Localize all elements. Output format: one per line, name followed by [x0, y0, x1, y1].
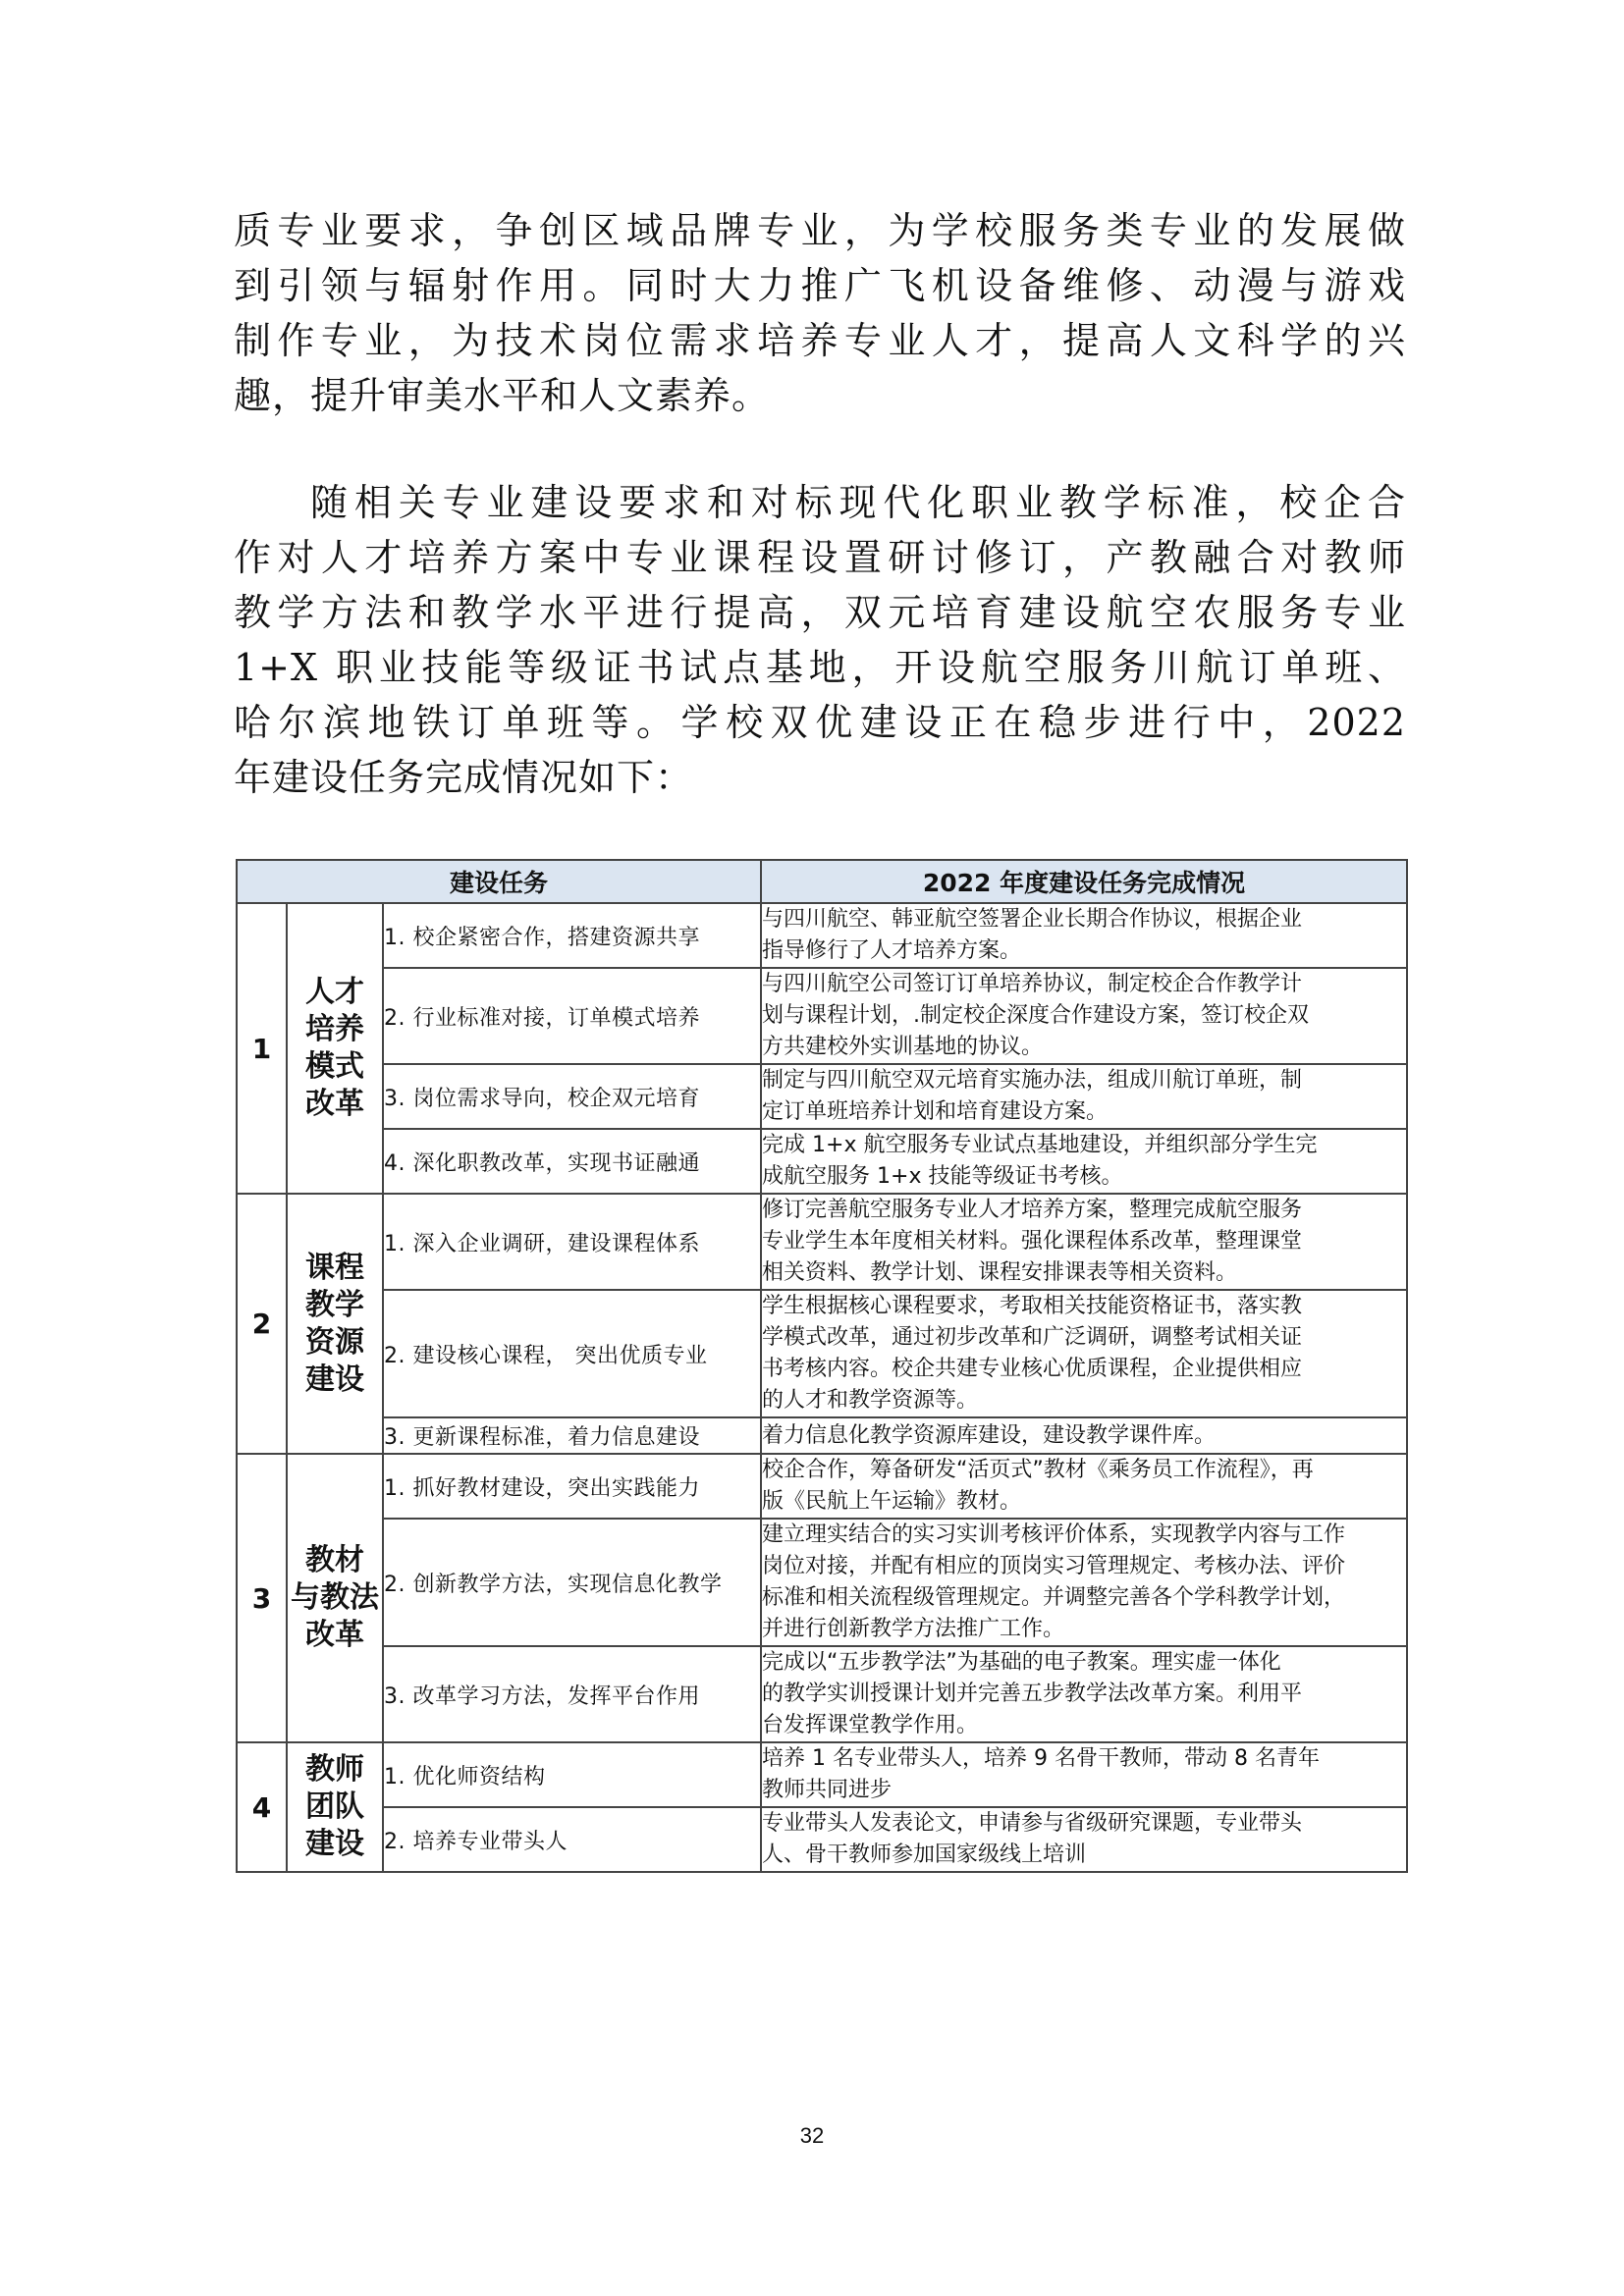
category-line: 改革 — [305, 1087, 364, 1121]
status-line: 与四川航空公司签订订单培养协议，制定校企合作教学计 — [762, 972, 1303, 996]
status-line: 岗位对接，并配有相应的顶岗实习管理规定、考核办法、评价 — [762, 1554, 1346, 1578]
table-row — [237, 903, 1407, 968]
construction-paragraph — [234, 475, 1406, 805]
status-cell — [761, 1064, 1407, 1129]
category-line: 教学 — [305, 1287, 364, 1322]
task-cell: 4. 深化职教改革，实现书证融通 — [383, 1129, 761, 1194]
status-line: 学模式改革，通过初步改革和广泛调研，调整考试相关证 — [762, 1325, 1303, 1350]
paragraph-line: 年建设任务完成情况如下： — [234, 756, 694, 799]
table-row — [237, 1807, 1407, 1872]
task-cell: 3. 更新课程标准，着力信息建设 — [383, 1417, 761, 1454]
status-cell — [761, 1742, 1407, 1807]
category-line: 与教法 — [291, 1580, 379, 1615]
paragraph-line: 制作专业，为技术岗位需求培养专业人才，提高人文科学的兴 — [234, 319, 1406, 362]
status-line: 定订单班培养计划和培育建设方案。 — [762, 1099, 1109, 1124]
status-cell — [761, 968, 1407, 1064]
paragraph-line: 1+X 职业技能等级证书试点基地，开设航空服务川航订单班、 — [234, 646, 1406, 689]
status-line: 人、骨干教师参加国家级线上培训 — [762, 1842, 1087, 1867]
status-cell — [761, 1129, 1407, 1194]
status-line: 培养 1 名专业带头人，培养 9 名骨干教师，带动 8 名青年 — [762, 1746, 1320, 1771]
group-number: 2 — [237, 1194, 287, 1454]
task-cell: 3. 改革学习方法，发挥平台作用 — [383, 1646, 761, 1742]
table-row — [237, 1194, 1407, 1290]
group-number: 1 — [237, 903, 287, 1194]
status-line: 完成以“五步教学法”为基础的电子教案。理实虚一体化 — [762, 1650, 1281, 1675]
paragraph-line: 作对人才培养方案中专业课程设置研讨修订，产教融合对教师 — [234, 536, 1406, 579]
status-cell — [761, 1646, 1407, 1742]
category-line: 资源 — [305, 1324, 364, 1360]
task-cell: 3. 岗位需求导向，校企双元培育 — [383, 1064, 761, 1129]
status-line: 教师共同进步 — [762, 1778, 893, 1802]
paragraph-line: 教学方法和教学水平进行提高，双元培育建设航空农服务专业 — [234, 591, 1406, 634]
paragraph-line: 到引领与辐射作用。同时大力推广飞机设备维修、动漫与游戏 — [234, 264, 1406, 307]
task-cell: 2. 建设核心课程， 突出优质专业 — [383, 1290, 761, 1417]
category-line: 人才 — [305, 975, 364, 1009]
group-category — [287, 903, 383, 1194]
status-line: 台发挥课堂教学作用。 — [762, 1713, 979, 1737]
category-line: 教师 — [305, 1752, 364, 1787]
task-cell: 2. 行业标准对接，订单模式培养 — [383, 968, 761, 1064]
group-number: 4 — [237, 1742, 287, 1872]
status-cell — [761, 1807, 1407, 1872]
paragraph-line: 随相关专业建设要求和对标现代化职业教学标准，校企合 — [310, 481, 1406, 524]
header-task: 建设任务 — [237, 860, 761, 903]
status-line: 标准和相关流程级管理规定。并调整完善各个学科教学计划， — [762, 1585, 1346, 1610]
status-line: 并进行创新教学方法推广工作。 — [762, 1617, 1065, 1641]
construction-task-table — [236, 859, 1408, 1873]
status-line: 完成 1+x 航空服务专业试点基地建设，并组织部分学生完 — [762, 1133, 1318, 1157]
status-line: 学生根据核心课程要求，考取相关技能资格证书，落实教 — [762, 1294, 1303, 1318]
status-line: 制定与四川航空双元培育实施办法，组成川航订单班，制 — [762, 1068, 1303, 1093]
group-number: 3 — [237, 1454, 287, 1742]
status-line: 校企合作，筹备研发“活页式”教材《乘务员工作流程》，再 — [762, 1458, 1314, 1482]
intro-paragraph — [234, 203, 1406, 423]
task-cell: 2. 创新教学方法，实现信息化教学 — [383, 1519, 761, 1646]
task-cell: 1. 优化师资结构 — [383, 1742, 761, 1807]
page-number: 32 — [799, 2123, 825, 2148]
status-line: 成航空服务 1+x 技能等级证书考核。 — [762, 1164, 1123, 1189]
status-line: 划与课程计划，.制定校企深度合作建设方案，签订校企双 — [762, 1003, 1310, 1028]
group-category — [287, 1742, 383, 1872]
table-header-row — [237, 860, 1407, 903]
status-line: 专业学生本年度相关材料。强化课程体系改革，整理课堂 — [762, 1229, 1303, 1254]
status-cell — [761, 1454, 1407, 1519]
status-line: 方共建校外实训基地的协议。 — [762, 1035, 1044, 1059]
status-line: 相关资料、教学计划、课程安排课表等相关资料。 — [762, 1260, 1238, 1285]
task-cell: 1. 校企紧密合作，搭建资源共享 — [383, 903, 761, 968]
task-cell: 1. 深入企业调研，建设课程体系 — [383, 1194, 761, 1290]
status-line: 版《民航上午运输》教材。 — [762, 1489, 1022, 1514]
table-row — [237, 1064, 1407, 1129]
table-row — [237, 1454, 1407, 1519]
header-status: 2022 年度建设任务完成情况 — [761, 860, 1407, 903]
category-line: 改革 — [305, 1618, 364, 1652]
category-line: 团队 — [305, 1789, 364, 1824]
status-line: 书考核内容。校企共建专业核心优质课程，企业提供相应 — [762, 1357, 1303, 1381]
paragraph-line: 趣，提升审美水平和人文素养。 — [234, 374, 771, 417]
group-category — [287, 1454, 383, 1742]
status-line: 着力信息化教学资源库建设，建设教学课件库。 — [762, 1422, 1217, 1448]
status-line: 的教学实训授课计划并完善五步教学法改革方案。利用平 — [762, 1682, 1303, 1706]
status-cell — [761, 1194, 1407, 1290]
status-line: 修订完善航空服务专业人才培养方案，整理完成航空服务 — [762, 1198, 1303, 1222]
table-row — [237, 1646, 1407, 1742]
category-line: 模式 — [305, 1049, 364, 1084]
task-cell: 2. 培养专业带头人 — [383, 1807, 761, 1872]
status-line: 的人才和教学资源等。 — [762, 1388, 979, 1413]
table-row — [237, 968, 1407, 1064]
table-row — [237, 1519, 1407, 1646]
status-cell — [761, 1519, 1407, 1646]
table-row — [237, 1417, 1407, 1454]
status-line: 专业带头人发表论文，申请参与省级研究课题，专业带头 — [762, 1811, 1303, 1836]
category-line: 培养 — [305, 1012, 364, 1046]
table-row — [237, 1742, 1407, 1807]
status-cell — [761, 903, 1407, 968]
status-line: 与四川航空、韩亚航空签署企业长期合作协议，根据企业 — [762, 907, 1303, 932]
group-category — [287, 1194, 383, 1454]
status-cell — [761, 1417, 1407, 1454]
table-row — [237, 1290, 1407, 1417]
task-cell: 1. 抓好教材建设，突出实践能力 — [383, 1454, 761, 1519]
table-row — [237, 1129, 1407, 1194]
category-line: 建设 — [305, 1827, 364, 1861]
paragraph-line: 哈尔滨地铁订单班等。学校双优建设正在稳步进行中，2022 — [234, 701, 1406, 744]
category-line: 教材 — [305, 1543, 364, 1577]
status-line: 指导修行了人才培养方案。 — [762, 938, 1022, 963]
paragraph-line: 质专业要求，争创区域品牌专业，为学校服务类专业的发展做 — [234, 209, 1406, 252]
category-line: 课程 — [305, 1250, 364, 1285]
category-line: 建设 — [305, 1362, 364, 1397]
status-cell — [761, 1290, 1407, 1417]
status-line: 建立理实结合的实习实训考核评价体系，实现教学内容与工作 — [762, 1522, 1346, 1547]
